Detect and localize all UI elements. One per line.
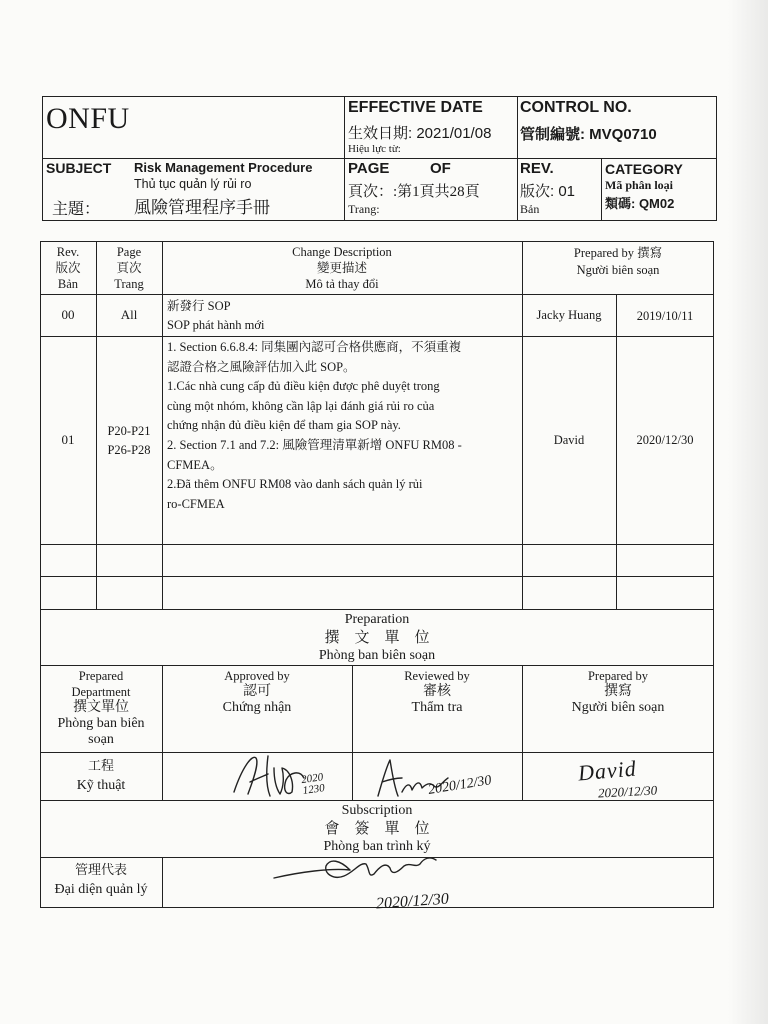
effective-date-value: 生效日期: 2021/01/08	[348, 125, 492, 142]
rev-value: 版次: 01	[520, 183, 576, 200]
department-name: 工程 Kỹ thuật	[76, 758, 126, 793]
col-header-rev: Rev. 版次 Bản	[55, 245, 81, 291]
reviewed-by-header: Reviewed by 審核 Thẩm tra	[404, 669, 470, 715]
page-label: PAGE	[348, 160, 390, 177]
subscription-header: Subscription 會 簽 單 位 Phòng ban trình ký	[323, 803, 431, 854]
scan-shadow	[728, 0, 768, 1024]
preparation-header: Preparation 撰 文 單 位 Phòng ban biên soạn	[318, 612, 436, 663]
row-change-description: 1. Section 6.6.8.4: 同集團內認可合格供應商，不須重複 認證合格之風險評估加入此 SOP。 1.Các nhà cung cấp đủ điều kiện được phê duyệt trong cùng một nhóm, không cần lập lại đánh giá rủi ro của chứng nhận đủ điều kiện để tham gia SOP này. 2. Section 7.1 and 7.2: 風險管理清單新增 ONFU RM08 - CFMEA。 2.Đã thêm ONFU RM08 vào danh sách quản lý rủi ro-CFMEA	[167, 340, 462, 511]
category-label: CATEGORY	[605, 161, 683, 177]
page-vn: Trang:	[348, 202, 380, 216]
effective-date-vn: Hiệu lực từ:	[348, 143, 401, 155]
row-change-description: 新發行 SOP SOP phát hành mới	[167, 299, 265, 332]
control-no-label: CONTROL NO.	[520, 99, 632, 116]
subject-label: SUBJECT	[46, 160, 112, 176]
page-of-label: OF	[430, 160, 451, 177]
prepared-signature-handwritten: David	[576, 755, 638, 786]
table-row: 01	[61, 432, 75, 447]
management-signature	[270, 848, 440, 888]
subject-title-vn: Thủ tục quản lý rủi ro	[134, 177, 252, 191]
prepared-department-header: Prepared Department 撰文單位 Phòng ban biên soạn	[57, 669, 145, 747]
subject-title-en: Risk Management Procedure	[134, 160, 313, 175]
row-preparer: Jacky Huang	[536, 308, 602, 322]
rev-vn: Bản	[520, 202, 540, 216]
col-header-prepared: Prepared by 撰寫 Người biên soạn	[573, 246, 663, 277]
prepared-date-handwritten: 2020/12/30	[597, 782, 658, 801]
row-page: P20-P21 P26-P28	[107, 424, 151, 457]
col-header-change: Change Description 變更描述 Mô tả thay đổi	[292, 245, 392, 291]
table-row: 00	[61, 307, 75, 322]
row-date: 2019/10/11	[636, 309, 694, 323]
approved-by-header: Approved by 認可 Chứng nhận	[222, 669, 292, 715]
row-date: 2020/12/30	[636, 433, 694, 447]
row-preparer: David	[553, 433, 585, 447]
subscription-date-handwritten: 2020/12/30	[375, 890, 450, 913]
col-header-page: Page 頁次 Trang	[114, 245, 144, 291]
effective-date-label: EFFECTIVE DATE	[348, 99, 483, 116]
approved-signature	[230, 748, 350, 802]
subject-label-zh: 主題：	[52, 201, 101, 218]
prepared-by-header: Prepared by 撰寫 Người biên soạn	[571, 669, 665, 715]
page-value: 頁次：:第1頁共28頁	[348, 184, 480, 200]
row-page: All	[120, 307, 138, 322]
approved-date-handwritten: 2020 1230	[300, 771, 326, 797]
category-value: 類碼: QM02	[605, 196, 675, 211]
control-no-value: 管制編號: MVQ0710	[520, 126, 657, 143]
category-vn: Mã phân loại	[605, 178, 674, 192]
reviewed-date-handwritten: 2020/12/30	[427, 773, 493, 798]
management-representative: 管理代表 Đại diện quản lý	[54, 862, 148, 897]
subject-title-zh: 風險管理程序手冊	[134, 198, 270, 217]
company-name: ONFU	[46, 102, 130, 135]
rev-label: REV.	[520, 160, 554, 177]
